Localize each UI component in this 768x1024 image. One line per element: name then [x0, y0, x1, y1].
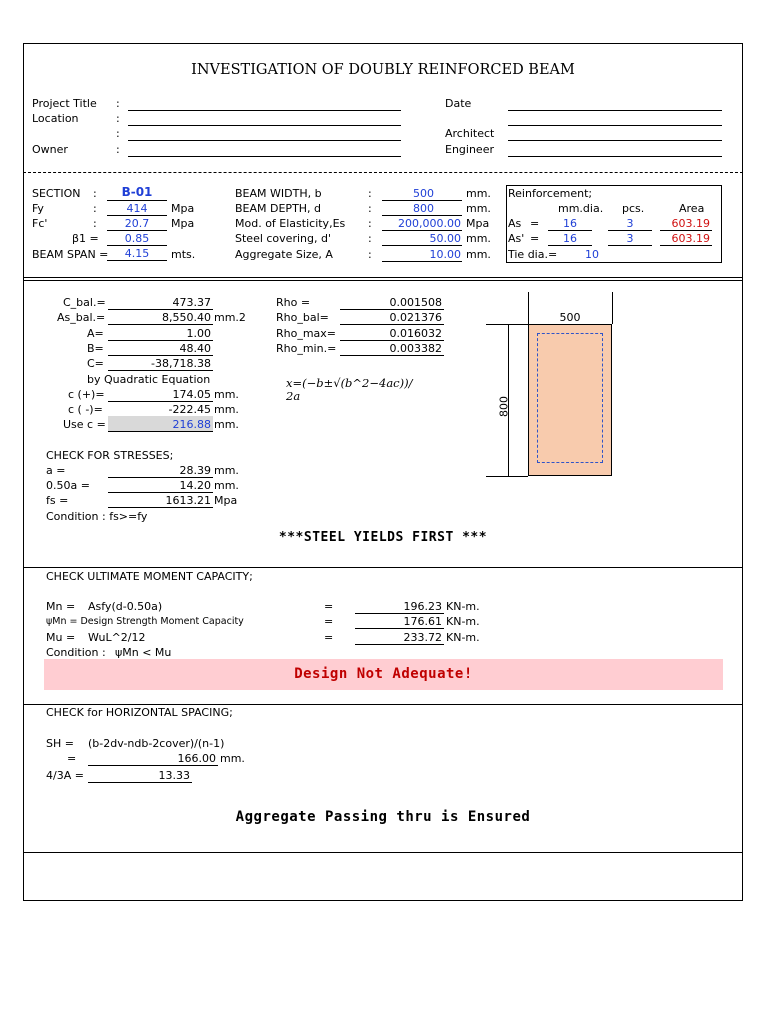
divider	[23, 704, 743, 705]
underline	[608, 230, 652, 231]
b-label: B=	[87, 342, 104, 355]
beta-label: β1 =	[72, 232, 99, 245]
underline	[340, 340, 444, 341]
as-dia: 16	[563, 217, 577, 230]
depth-label: BEAM DEPTH, d	[235, 202, 322, 215]
underline	[108, 401, 213, 402]
as-label: As	[508, 217, 522, 230]
date-label: Date	[445, 97, 472, 110]
usec-value: 216.88	[172, 418, 211, 431]
beam-section-diagram	[486, 292, 626, 482]
engineer-label: Engineer	[445, 143, 494, 156]
dim-tick	[486, 476, 528, 477]
mu-label: Mu =	[46, 631, 76, 644]
colon: :	[116, 112, 120, 125]
mn-unit: KN-m.	[446, 600, 480, 613]
owner-label: Owner	[32, 143, 68, 156]
fc-unit: Mpa	[171, 217, 195, 230]
rhomin-value: 0.003382	[389, 342, 442, 355]
cminus-unit: mm.	[214, 403, 239, 416]
divider	[23, 852, 743, 853]
width-label: BEAM WIDTH, b	[235, 187, 322, 200]
cover-label: Steel covering, d'	[235, 232, 331, 245]
moment-condition-value: ψMn < Mu	[115, 646, 172, 659]
span-label: BEAM SPAN =	[32, 248, 109, 261]
depth-value: 800	[413, 202, 434, 215]
beta-value: 0.85	[124, 232, 150, 245]
asbal-label: As_bal.=	[57, 311, 106, 324]
sh-unit: mm.	[220, 752, 245, 765]
reinforcement-title: Reinforcement;	[508, 187, 593, 200]
colon: :	[116, 97, 120, 110]
width-value: 500	[413, 187, 434, 200]
colon: :	[116, 127, 120, 140]
rhobal-value: 0.021376	[389, 311, 442, 324]
underline	[355, 628, 444, 629]
cminus-label: c ( -)=	[68, 403, 103, 416]
colon: :	[93, 217, 97, 230]
cover-value: 50.00	[429, 232, 461, 245]
architect-field[interactable]	[508, 140, 722, 141]
eq: =	[324, 615, 334, 628]
tie-label: Tie dia.=	[508, 248, 558, 261]
col-pcs: pcs.	[622, 202, 645, 215]
agg-check-label: 4/3A =	[46, 769, 84, 782]
stress-condition: Condition : fs>=fy	[46, 510, 148, 523]
eq: =	[530, 217, 540, 230]
a-label: A=	[87, 327, 104, 340]
underline	[88, 765, 218, 766]
underline	[107, 215, 167, 216]
half-a-unit: mm.	[214, 479, 239, 492]
divider	[23, 280, 743, 281]
as-area: 603.19	[671, 217, 710, 230]
span-value: 4.15	[124, 247, 150, 260]
underline	[108, 355, 213, 356]
quadratic-label: by Quadratic Equation	[87, 373, 211, 386]
underline	[340, 324, 444, 325]
section-value: B-01	[121, 185, 153, 199]
date-field[interactable]	[508, 110, 722, 111]
moment-condition-label: Condition :	[46, 646, 106, 659]
asp-pcs: 3	[626, 232, 634, 245]
fy-unit: Mpa	[171, 202, 195, 215]
underline	[108, 340, 213, 341]
mu-formula: WuL^2/12	[88, 631, 146, 644]
rhomax-label: Rho_max=	[276, 327, 337, 340]
es-value: 200,000.00	[398, 217, 461, 230]
agg-label: Aggregate Size, A	[235, 248, 333, 261]
underline	[108, 431, 213, 432]
mu-unit: KN-m.	[446, 631, 480, 644]
psimn-value: 176.61	[403, 615, 442, 628]
underline	[660, 230, 712, 231]
rhomin-label: Rho_min.=	[276, 342, 337, 355]
sh-label: SH =	[46, 737, 74, 750]
fc-value: 20.7	[124, 217, 150, 230]
underline	[548, 245, 592, 246]
rhomax-value: 0.016032	[389, 327, 442, 340]
underline	[108, 492, 213, 493]
cbal-label: C_bal.=	[63, 296, 106, 309]
c-label: C=	[87, 357, 104, 370]
a-value: 1.00	[186, 327, 211, 340]
underline	[382, 230, 462, 231]
underline	[340, 309, 444, 310]
blank-field[interactable]	[508, 125, 722, 126]
colon: :	[368, 248, 372, 261]
eq: =	[324, 600, 334, 613]
fs-label: fs =	[46, 494, 69, 507]
stresses-title: CHECK FOR STRESSES;	[46, 449, 174, 462]
colon: :	[368, 217, 372, 230]
underline	[108, 507, 213, 508]
a-depth-value: 28.39	[179, 464, 211, 477]
asbal-value: 8,550.40	[162, 311, 211, 324]
fs-value: 1613.21	[165, 494, 211, 507]
a-depth-unit: mm.	[214, 464, 239, 477]
es-label: Mod. of Elasticity,Es	[235, 217, 346, 230]
rho-value: 0.001508	[389, 296, 442, 309]
colon: :	[93, 202, 97, 215]
cplus-value: 174.05	[172, 388, 211, 401]
eq: =	[530, 232, 540, 245]
spacing-result: Aggregate Passing thru is Ensured	[235, 809, 531, 825]
psimn-unit: KN-m.	[446, 615, 480, 628]
underline	[382, 261, 462, 262]
asp-label: As'	[508, 232, 525, 245]
design-result-text: Design Not Adequate!	[294, 666, 473, 682]
fc-label: Fc'	[32, 217, 48, 230]
underline	[107, 200, 167, 201]
beam-width-label: 500	[559, 311, 581, 324]
fs-unit: Mpa	[214, 494, 238, 507]
mu-value: 233.72	[403, 631, 442, 644]
underline	[608, 245, 652, 246]
underline	[108, 370, 213, 371]
a-depth-label: a =	[46, 464, 66, 477]
agg-check-value: 13.33	[158, 769, 190, 782]
location-field-2[interactable]	[128, 140, 401, 141]
cbal-value: 473.37	[172, 296, 211, 309]
architect-label: Architect	[445, 127, 495, 140]
underline	[340, 355, 444, 356]
beam-rectangle	[528, 324, 612, 476]
underline	[355, 644, 444, 645]
colon: :	[116, 143, 120, 156]
mn-formula: Asfy(d-0.50a)	[88, 600, 163, 613]
psimn-label: ψMn = Design Strength Moment Capacity	[46, 616, 244, 627]
cplus-label: c (+)=	[68, 388, 105, 401]
usec-label: Use c =	[63, 418, 106, 431]
divider	[23, 172, 743, 173]
underline	[107, 230, 167, 231]
c-value: -38,718.38	[151, 357, 211, 370]
stirrup-outline	[537, 333, 603, 463]
underline	[107, 260, 167, 261]
divider	[23, 567, 743, 568]
section-label: SECTION	[32, 187, 81, 200]
location-label: Location	[32, 112, 79, 125]
b-value: 48.40	[179, 342, 211, 355]
colon: :	[93, 187, 97, 200]
colon: :	[368, 187, 372, 200]
cover-unit: mm.	[466, 232, 491, 245]
location-field[interactable]	[128, 125, 401, 126]
underline	[382, 245, 462, 246]
agg-unit: mm.	[466, 248, 491, 261]
asp-dia: 16	[563, 232, 577, 245]
project-title-label: Project Title	[32, 97, 97, 110]
span-unit: mts.	[171, 248, 196, 261]
rhobal-label: Rho_bal=	[276, 311, 329, 324]
project-title-field[interactable]	[128, 110, 401, 111]
underline	[108, 309, 213, 310]
asbal-unit: mm.2	[214, 311, 246, 324]
tie-value: 10	[585, 248, 599, 261]
underline	[108, 477, 213, 478]
agg-value: 10.00	[429, 248, 461, 261]
cplus-unit: mm.	[214, 388, 239, 401]
moment-title: CHECK ULTIMATE MOMENT CAPACITY;	[46, 570, 253, 583]
col-dia: mm.dia.	[558, 202, 604, 215]
sh-value: 166.00	[177, 752, 216, 765]
divider	[23, 277, 743, 278]
underline	[548, 230, 592, 231]
underline	[382, 200, 462, 201]
owner-field[interactable]	[128, 156, 401, 157]
underline	[107, 245, 167, 246]
underline	[108, 324, 213, 325]
rho-label: Rho =	[276, 296, 311, 309]
cminus-value: -222.45	[168, 403, 211, 416]
dim-tick	[486, 324, 528, 325]
es-unit: Mpa	[466, 217, 490, 230]
mn-value: 196.23	[403, 600, 442, 613]
fy-value: 414	[126, 202, 148, 215]
fy-label: Fy	[32, 202, 44, 215]
depth-unit: mm.	[466, 202, 491, 215]
page-title: INVESTIGATION OF DOUBLY REINFORCED BEAM	[191, 62, 575, 78]
engineer-field[interactable]	[508, 156, 722, 157]
sh-formula: (b-2dv-ndb-2cover)/(n-1)	[88, 737, 225, 750]
colon: :	[368, 232, 372, 245]
width-unit: mm.	[466, 187, 491, 200]
eq: =	[67, 752, 77, 765]
underline	[660, 245, 712, 246]
asp-area: 603.19	[671, 232, 710, 245]
underline	[355, 613, 444, 614]
stress-result: ***STEEL YIELDS FIRST ***	[278, 530, 488, 545]
half-a-label: 0.50a =	[46, 479, 90, 492]
underline	[382, 215, 462, 216]
colon: :	[368, 202, 372, 215]
as-pcs: 3	[626, 217, 634, 230]
beam-depth-label: 800	[497, 396, 511, 417]
dim-tick	[612, 292, 613, 324]
half-a-value: 14.20	[179, 479, 211, 492]
quadratic-formula: x=(−b±√(b^2−4ac))/	[286, 376, 413, 390]
quadratic-formula-denominator: 2a	[286, 389, 301, 403]
underline	[88, 782, 192, 783]
mn-label: Mn =	[46, 600, 76, 613]
spacing-title: CHECK for HORIZONTAL SPACING;	[46, 706, 233, 719]
col-area: Area	[679, 202, 705, 215]
usec-unit: mm.	[214, 418, 239, 431]
eq: =	[324, 631, 334, 644]
